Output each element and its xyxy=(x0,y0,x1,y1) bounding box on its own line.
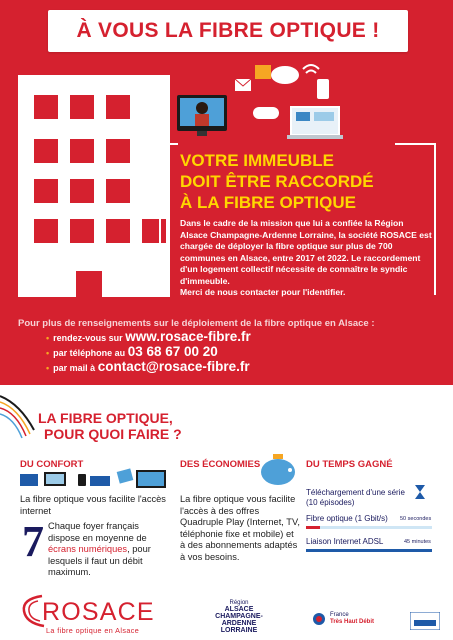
fibre-time: 50 secondes xyxy=(400,516,432,522)
connector-line-icon xyxy=(150,140,180,320)
mission-closing: Merci de nous contacter pour l'identifier. xyxy=(180,287,346,297)
contact-intro: Pour plus de renseignements sur le déploiement de la fibre optique en Alsace : xyxy=(18,318,375,329)
window-icon xyxy=(106,179,130,203)
fibre-bar xyxy=(306,526,320,529)
page-title: À VOUS LA FIBRE OPTIQUE ! xyxy=(76,19,380,42)
download-label: Téléchargement d'une série xyxy=(306,488,405,497)
bullet-icon: • xyxy=(46,348,50,358)
contact-phone: • par téléphone au 03 68 67 00 20 xyxy=(46,344,218,359)
fibre-label: Fibre optique (1 Gbit/s) xyxy=(306,514,388,523)
mission-text xyxy=(180,218,432,299)
temps-title: DU TEMPS GAGNÉ xyxy=(306,459,393,470)
contact-web: • rendez-vous sur www.rosace-fibre.fr xyxy=(46,329,251,344)
window-icon xyxy=(34,219,58,243)
window-icon xyxy=(70,219,94,243)
building-illustration-icon xyxy=(18,75,170,297)
title-banner xyxy=(48,10,408,52)
screens-icon xyxy=(20,468,170,492)
headline-line: À LA FIBRE OPTIQUE xyxy=(180,193,356,212)
door-icon xyxy=(76,271,102,297)
seven-number: 7 xyxy=(22,517,44,566)
region-logo: Région ALSACE CHAMPAGNE-ARDENNE LORRAINE xyxy=(215,600,263,634)
mission-paragraph: Dans le cadre de la mission que lui a confiée la Région Alsace Champagne-Ardenne Lorraine, la société ROSACE est chargée de déployer la fibre optique sur plus de 700 communes en Alsace, entre 2017 et 2022. Le raccordement d'un logement collectif nécessite de connaître le syndic d'immeuble. xyxy=(180,218,432,286)
phone-number[interactable]: 03 68 67 00 20 xyxy=(127,344,218,359)
economies-text: La fibre optique vous facilite l'accès à des offres Quadruple Play (Internet, TV, téléphonie fixe et mobile) et à des abonnements adaptés à vos besoins. xyxy=(180,494,300,562)
email-link[interactable]: contact@rosace-fibre.fr xyxy=(97,359,250,374)
window-icon xyxy=(34,179,58,203)
window-icon xyxy=(34,139,58,163)
bullet-icon: • xyxy=(46,363,50,373)
screens-highlight: écrans numériques xyxy=(48,544,128,554)
headline-line: VOTRE IMMEUBLE xyxy=(180,151,334,170)
confort-text: La fibre optique vous facilite l'accès internet xyxy=(20,494,166,516)
window-icon xyxy=(106,95,130,119)
window-icon xyxy=(70,139,94,163)
confort-title: DU CONFORT xyxy=(20,459,84,470)
website-link[interactable]: www.rosace-fibre.fr xyxy=(125,329,251,344)
window-icon xyxy=(70,95,94,119)
devices-icon xyxy=(175,55,355,145)
economies-title: DES ÉCONOMIES xyxy=(180,459,261,470)
bullet-icon: • xyxy=(46,333,50,343)
window-icon xyxy=(70,179,94,203)
window-icon xyxy=(106,139,130,163)
adsl-time: 45 minutes xyxy=(404,539,431,545)
adsl-label: Liaison Internet ADSL xyxy=(306,537,384,546)
piggy-bank-icon xyxy=(256,448,300,488)
france-thd-logo: France Très Haut Débit xyxy=(330,612,375,625)
window-icon xyxy=(34,95,58,119)
france-thd-icon xyxy=(312,612,326,626)
contact-mail: • par mail à contact@rosace-fibre.fr xyxy=(46,359,250,374)
window-icon xyxy=(106,219,130,243)
rosace-tagline: La fibre optique en Alsace xyxy=(46,626,140,635)
episodes-label: (10 épisodes) xyxy=(306,498,355,507)
fibre-bar-track xyxy=(306,526,432,529)
investissements-avenir-icon xyxy=(410,612,440,630)
headline-line: DOIT ÊTRE RACCORDÉ xyxy=(180,172,374,191)
headline xyxy=(180,150,430,213)
rosace-logo-word: ROSACE xyxy=(42,598,155,626)
confort-detail: Chaque foyer français dispose en moyenne de écrans numériques, pour lesquels il faut un débit maximum. xyxy=(48,521,151,577)
why-title: LA FIBRE OPTIQUE, POUR QUOI FAIRE ? xyxy=(38,410,182,442)
adsl-bar xyxy=(306,549,432,552)
hourglass-icon xyxy=(414,484,426,500)
